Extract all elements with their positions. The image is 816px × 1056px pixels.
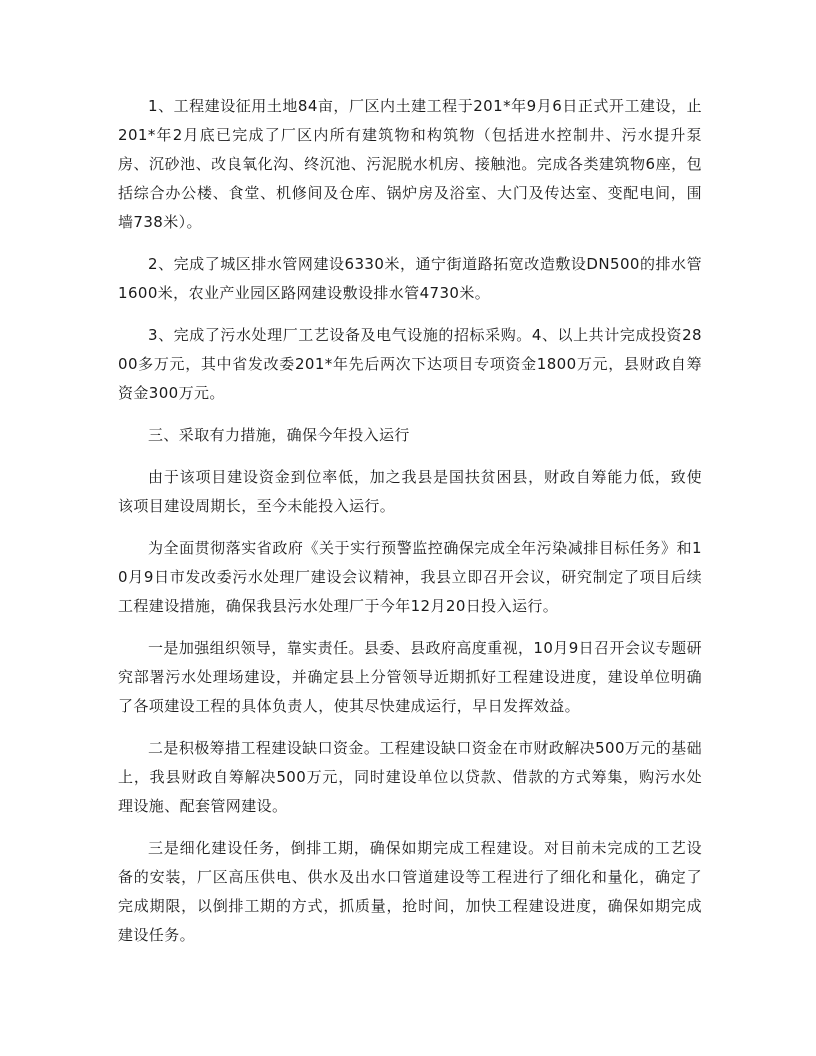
- section-heading: 三、采取有力措施，确保今年投入运行: [148, 426, 410, 444]
- paragraph-procurement-investment: 3、完成了污水处理厂工艺设备及电气设施的招标采购。4、以上共计完成投资2800多万元，其中省发改委201*年先后两次下达项目专项资金1800万元，县财政自筹资金300万元。: [118, 326, 702, 402]
- paragraph-leadership: 一是加强组织领导，靠实责任。县委、县政府高度重视，10月9日召开会议专题研究部署污水处理场建设，并确定县上分管领导近期抓好工程建设进度，建设单位明确了各项建设工程的具体负责人，使其尽快建成运行，早日发挥效益。: [118, 639, 702, 715]
- paragraph-schedule-tasks: 三是细化建设任务，倒排工期，确保如期完成工程建设。对目前未完成的工艺设备的安装，厂区高压供电、供水及出水口管道建设等工程进行了细化和量化，确定了完成期限，以倒排工期的方式，抓质量，抢时间，加快工程建设进度，确保如期完成建设任务。: [118, 839, 702, 944]
- paragraph-funding-shortfall: 由于该项目建设资金到位率低，加之我县是国扶贫困县，财政自筹能力低，致使该项目建设周期长，至今未能投入运行。: [118, 468, 702, 515]
- paragraph-funding-measures: 二是积极筹措工程建设缺口资金。工程建设缺口资金在市财政解决500万元的基础上，我县财政自筹解决500万元，同时建设单位以贷款、借款的方式筹集，购污水处理设施、配套管网建设。: [118, 739, 702, 815]
- paragraph-implementation-plan: 为全面贯彻落实省政府《关于实行预警监控确保完成全年污染减排目标任务》和10月9日市发改委污水处理厂建设会议精神，我县立即召开会议，研究制定了项目后续工程建设措施，确保我县污水处理厂于今年12月20日投入运行。: [118, 539, 702, 615]
- paragraph-land-and-construction: 1、工程建设征用土地84亩，厂区内土建工程于201*年9月6日正式开工建设，止201*年2月底已完成了厂区内所有建筑物和构筑物（包括进水控制井、污水提升泵房、沉砂池、改良氧化沟、终沉池、污泥脱水机房、接触池。完成各类建筑物6座，包括综合办公楼、食堂、机修间及仓库、锅炉房及浴室、大门及传达室、变配电间，围墙738米）。: [118, 97, 702, 231]
- paragraph-drainage-network: 2、完成了城区排水管网建设6330米，通宁街道路拓宽改造敷设DN500的排水管1600米，农业产业园区路网建设敷设排水管4730米。: [118, 255, 702, 302]
- document-body: [118, 92, 702, 963]
